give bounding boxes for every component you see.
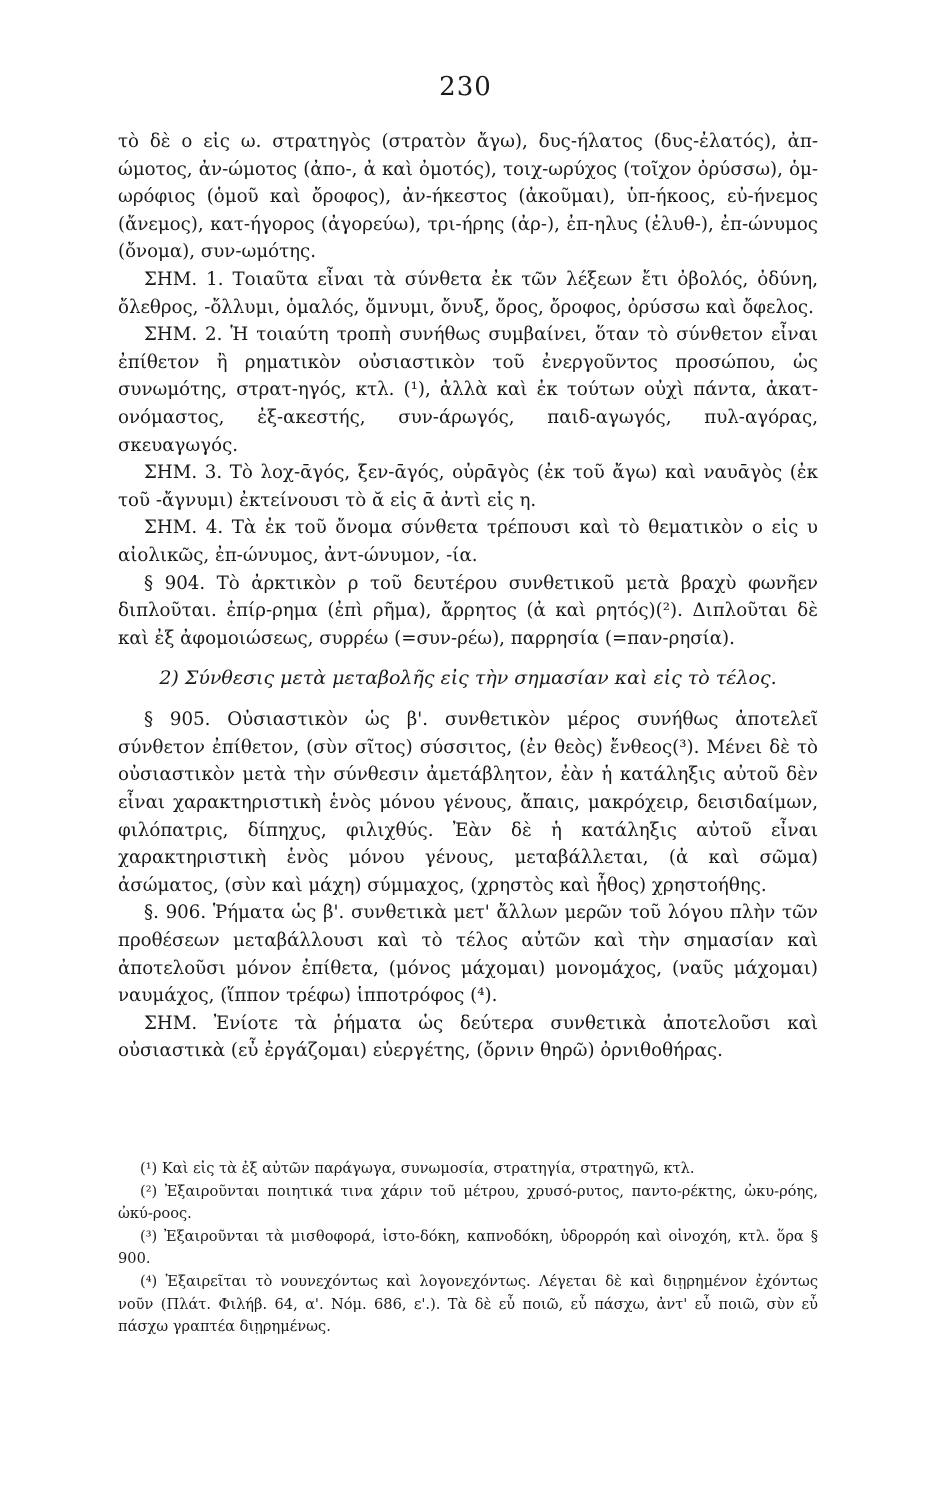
section-904: § 904. Τὸ ἀρκτικὸν ρ τοῦ δευτέρου συνθετικοῦ μετὰ βραχὺ φωνῆεν διπλοῦται. ἐπίρ-ρημα (ἐπὶ ρῆμα), ἄρρητος (ἀ καὶ ρητός)(²). Διπλοῦται δὲ καὶ ἐξ ἀφομοιώσεως, συρρέω (=συν-ρέω), παρρησία (=παν-ρησία). [118, 572, 818, 649]
section-905: § 905. Οὐσιαστικὸν ὡς β'. συνθετικὸν μέρος συνήθως ἀποτελεῖ σύνθετον ἐπίθετον, (σὺν σῖτος) σύσσιτος, (ἐν θεὸς) ἔνθεος(³). Μένει δὲ τὸ οὐσιαστικὸν μετὰ τὴν σύνθεσιν ἀμετάβλητον, ἐὰν ἡ κατάληξις αὐτοῦ δὲν εἶναι χαρακτηριστικὴ ἑνὸς μόνου γένους, ἄπαις, μακρόχειρ, δεισιδαίμων, φιλόπατρις, δίπηχυς, φιλιχθύς. Ἐὰν δὲ ἡ κατάληξις αὐτοῦ εἶναι χαρακτηριστικὴ ἑνὸς μόνου γένους, μεταβάλλεται, (ἀ καὶ σῶμα) ἀσώματος, (σὺν καὶ μάχη) σύμμαχος, (χρηστὸς καὶ ἦθος) χρηστοήθης. [118, 709, 818, 896]
note-3: ΣΗΜ. 3. Τὸ λοχ-ᾱγός, ξεν-ᾱγός, οὐρᾱγὸς (ἐκ τοῦ ἄγω) καὶ ναυᾱγὸς (ἐκ τοῦ -ἄγνυμι) ἐκτείνουσι τὸ ᾰ εἰς ᾱ ἀντὶ εἰς η. [118, 462, 818, 511]
page-number: 230 [439, 72, 492, 102]
footnote-2: (²) Ἐξαιροῦνται ποιητικά τινα χάριν τοῦ μέτρου, χρυσό-ρυτος, παντο-ρέκτης, ὠκυ-ρόης, ὠκύ-ροος. [118, 1182, 818, 1223]
footnote-1: (¹) Καὶ εἰς τὰ ἐξ αὐτῶν παράγωγα, συνωμοσία, στρατηγία, στρατηγῶ, κτλ. [140, 1160, 695, 1177]
main-text [118, 128, 818, 1065]
note-2: ΣΗΜ. 2. Ἡ τοιαύτη τροπὴ συνήθως συμβαίνει, ὅταν τὸ σύνθετον εἶναι ἐπίθετον ἢ ρηματικὸν οὐσιαστικὸν τοῦ ἐνεργοῦντος προσώπου, ὡς συνωμότης, στρατ-ηγός, κτλ. (¹), ἀλλὰ καὶ ἐκ τούτων οὐχὶ πάντα, ἀκατ-ονόμαστος, ἐξ-ακεστής, συν-άρωγός, παιδ-αγωγός, πυλ-αγόρας, σκευαγωγός. [118, 324, 818, 456]
note-verbs: ΣΗΜ. Ἐνίοτε τὰ ῥήματα ὡς δεύτερα συνθετικὰ ἀποτελοῦσι καὶ οὐσιαστικὰ (εὖ ἐργάζομαι) εὐεργέτης, (ὄρνιν θηρῶ) ὀρνιθοθήρας. [118, 1012, 818, 1062]
section-906: §. 906. Ῥήματα ὡς β'. συνθετικὰ μετ' ἄλλων μερῶν τοῦ λόγου πλὴν τῶν προθέσεων μεταβάλλουσι καὶ τὸ τέλος αὐτῶν καὶ τὴν σημασίαν καὶ ἀποτελοῦσι μόνον ἐπίθετα, (μόνος μάχομαι) μονομάχος, (ναῦς μάχομαι) ναυμάχος, (ἵππον τρέφω) ἱπποτρόφος (⁴). [118, 902, 818, 1007]
paragraph-compounds-intro: τὸ δὲ ο εἰς ω. στρατηγὸς (στρατὸν ἄγω), δυς-ήλατος (δυς-ἐλατός), ἀπ-ώμοτος, ἀν-ώμοτος (ἀπο-, ἀ καὶ ὀμοτός), τοιχ-ωρύχος (τοῖχον ὀρύσσω), ὁμ-ωρόφιος (ὁμοῦ καὶ ὄροφος), ἀν-ήκεστος (ἀκοῦμαι), ὑπ-ήκοος, εὐ-ήνεμος (ἄνεμος), κατ-ήγορος (ἀγορεύω), τρι-ήρης (ἀρ-), ἐπ-ηλυς (ἐλυθ-), ἐπ-ώνυμος (ὄνομα), συν-ωμότης. [118, 131, 818, 263]
footnotes [118, 1158, 818, 1339]
footnote-3: (³) Ἐξαιροῦνται τὰ μισθοφορά, ἱστο-δόκη, καπνοδόκη, ὑδρορρόη καὶ οἰνοχόη, κτλ. ὅρα § 900. [118, 1227, 818, 1268]
note-4: ΣΗΜ. 4. Τὰ ἐκ τοῦ ὄνομα σύνθετα τρέπουσι καὶ τὸ θεματικὸν ο εἰς υ αἰολικῶς, ἐπ-ώνυμος, ἀντ-ώνυμον, -ία. [118, 517, 818, 566]
section-heading: 2) Σύνθεσις μετὰ μεταβολῆς εἰς τὴν σημασίαν καὶ εἰς τὸ τέλος. [159, 667, 777, 690]
footnote-4: (⁴) Ἐξαιρεῖται τὸ νουνεχόντως καὶ λογονεχόντως. Λέγεται δὲ καὶ διῃρημένον ἐχόντως νοῦν (Πλάτ. Φιλήβ. 64, α'. Νόμ. 686, ε'.). Τὰ δὲ εὖ ποιῶ, εὖ πάσχω, ἀντ' εὖ ποιῶ, σὺν εὖ πάσχω γραπτέα διῃρημένως. [118, 1272, 818, 1336]
note-1: ΣΗΜ. 1. Τοιαῦτα εἶναι τὰ σύνθετα ἐκ τῶν λέξεων ἔτι ὀβολός, ὀδύνη, ὄλεθρος, -ὄλλυμι, ὁμαλός, ὄμνυμι, ὄνυξ, ὄρος, ὄροφος, ὀρύσσω καὶ ὄφελος. [118, 268, 818, 318]
